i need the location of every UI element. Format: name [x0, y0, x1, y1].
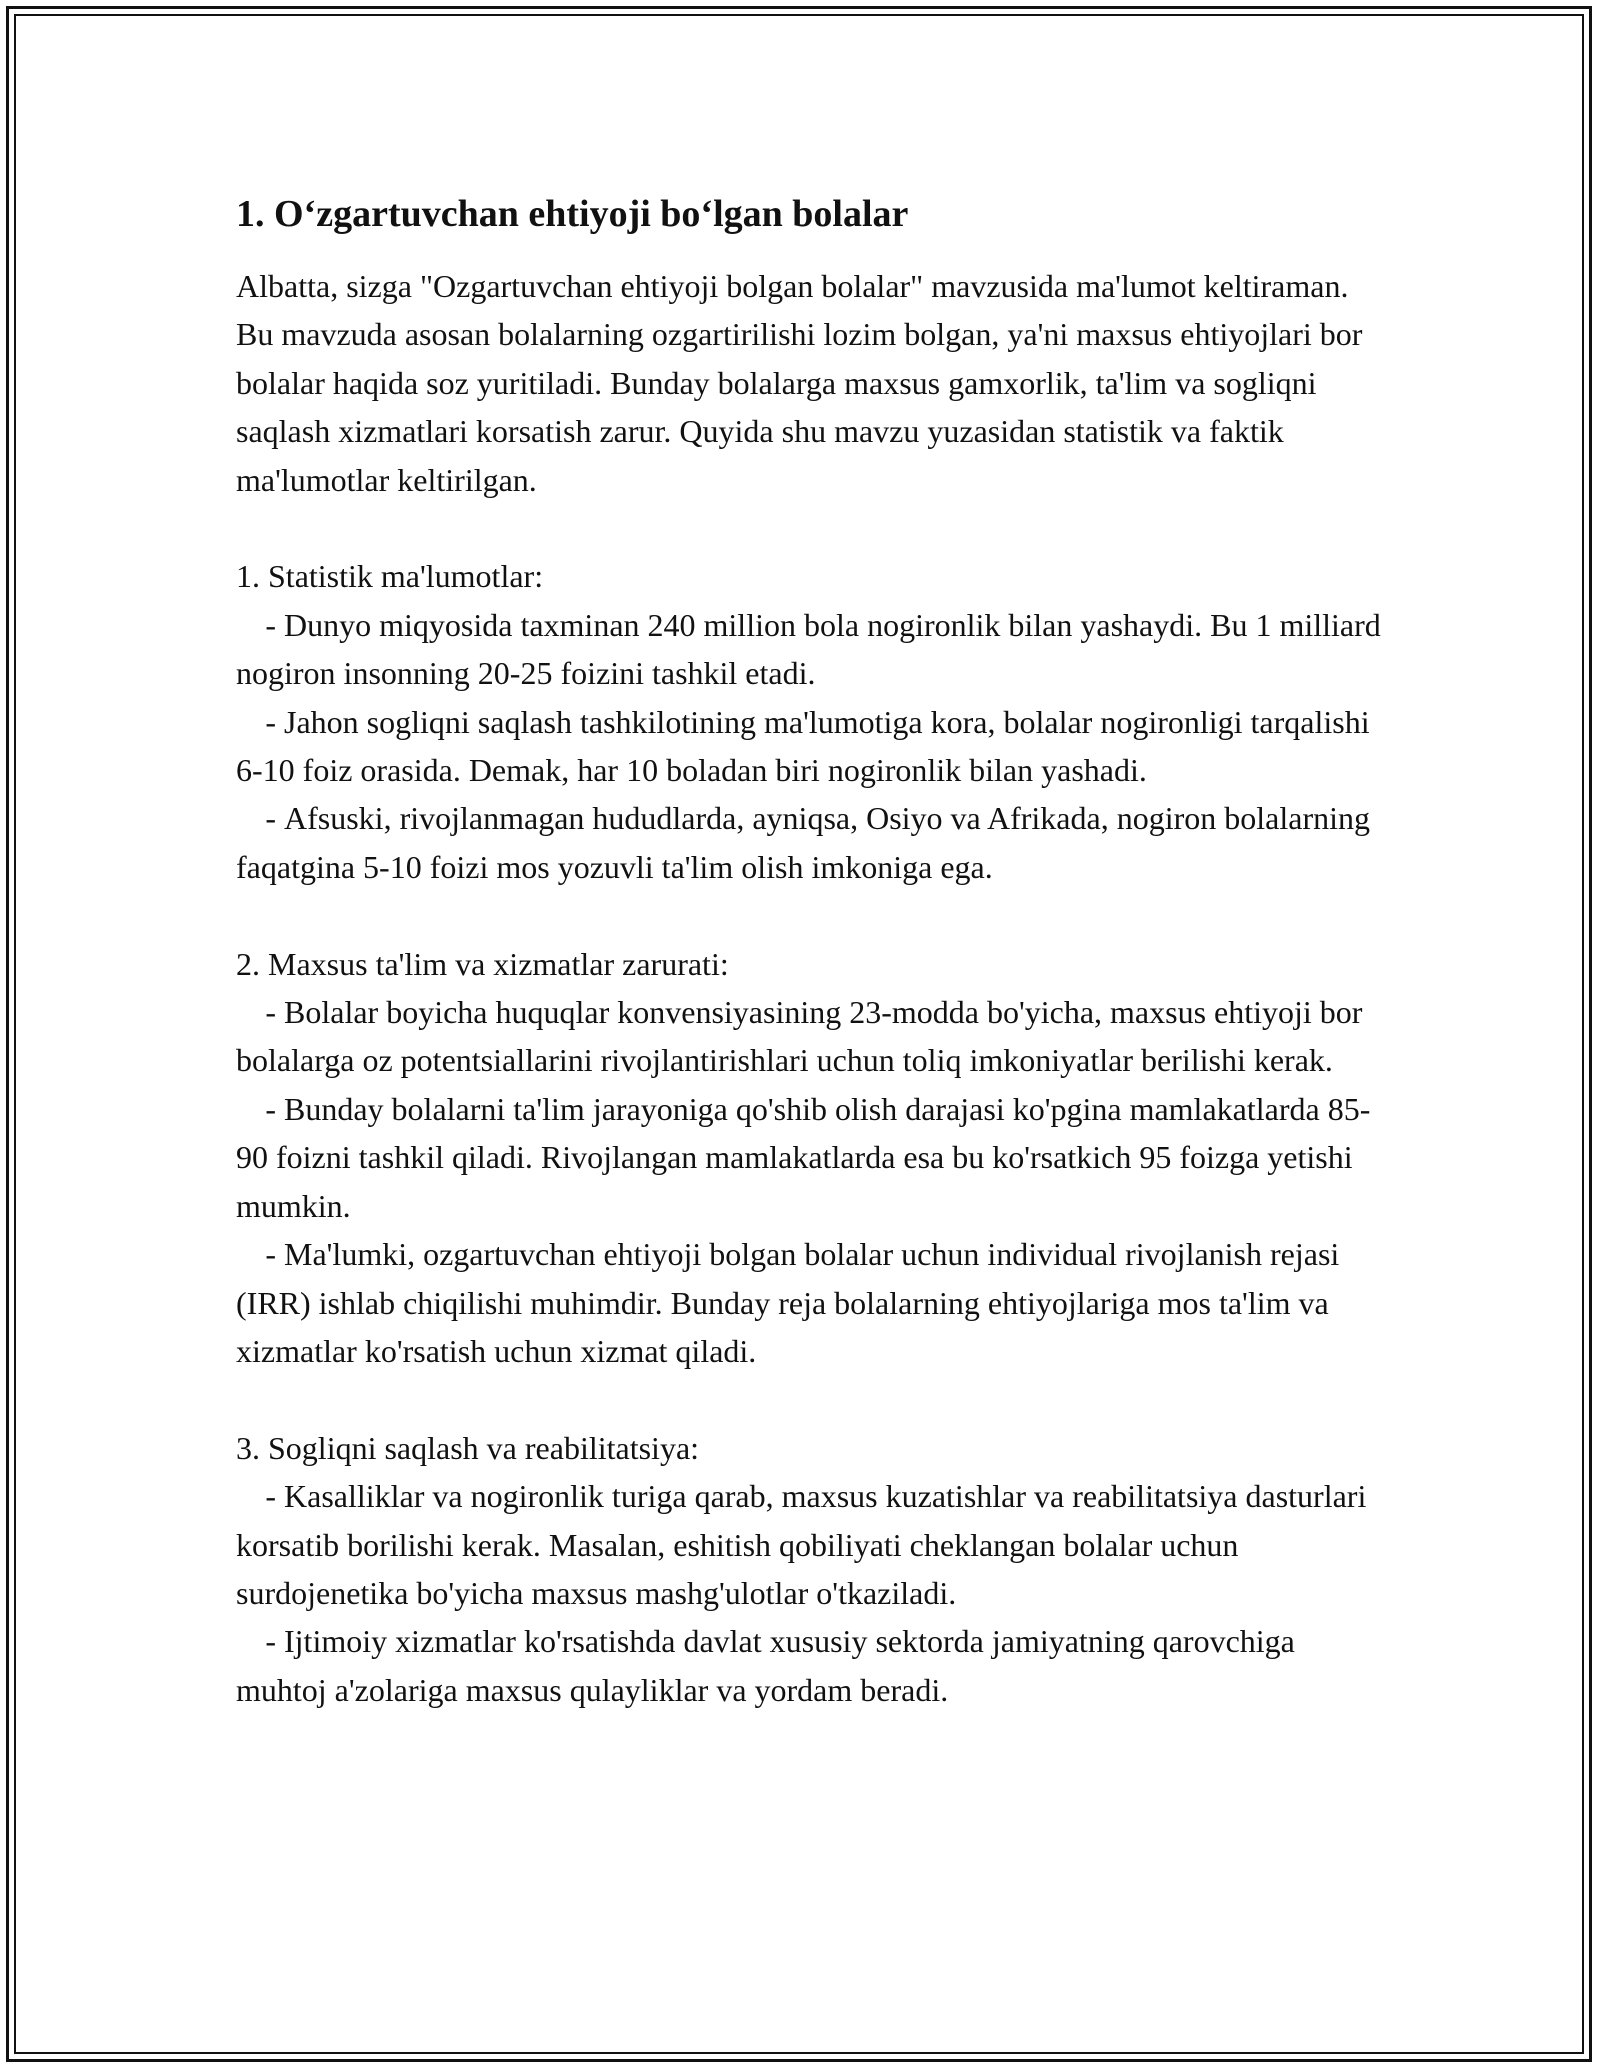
list-item-text: Jahon sogliqni saqlash tashkilotining ma'lumotiga kora, bolalar nogironligi tarqalishi 6-10 foiz orasida. Demak, har 10 boladan biri nogironlik bilan yashadi. — [236, 703, 1370, 789]
document-body — [236, 262, 1386, 1714]
intro-paragraph: Albatta, sizga "Ozgartuvchan ehtiyoji bolgan bolalar" mavzusida ma'lumot keltiraman. Bu mavzuda asosan bolalarning ozgartirilishi lozim bolgan, ya'ni maxsus ehtiyojlari bor bolalar haqida soz yuritiladi. Bunday bolalarga maxsus gamxorlik, ta'lim va sogliqni saqlash xizmatlari korsatish zarur. Quyida shu mavzu yuzasidan statistik va faktik ma'lumotlar keltirilgan. — [236, 268, 1363, 498]
list-item-text: Kasalliklar va nogironlik turiga qarab, maxsus kuzatishlar va reabilitatsiya dasturlari korsatib borilishi kerak. Masalan, eshitish qobiliyati cheklangan bolalar uchun surdojenetika bo'yicha maxsus mashg'ulotlar o'tkaziladi. — [236, 1478, 1367, 1611]
dash-marker: - — [265, 703, 284, 740]
section-heading: 3. Sogliqni saqlash va reabilitatsiya: — [236, 1429, 700, 1466]
dash-marker: - — [265, 1623, 284, 1660]
section-heading: 1. Statistik ma'lumotlar: — [236, 558, 544, 595]
document-title: 1. Oʻzgartuvchan ehtiyoji boʻlgan bolalar — [236, 193, 909, 235]
list-item-text: Bolalar boyicha huquqlar konvensiyasining 23-modda bo'yicha, maxsus ehtiyoji bor bolalarga oz potentsiallarini rivojlantirishlari uchun toliq imkoniyatlar berilishi kerak. — [236, 994, 1363, 1079]
list-item-text: Afsuski, rivojlanmagan hududlarda, ayniqsa, Osiyo va Afrikada, nogiron bolalarning faqatgina 5-10 foizi mos yozuvli ta'lim olish imkoniga ega. — [236, 800, 1370, 885]
section-statistics — [236, 552, 1386, 891]
dash-marker: - — [265, 1090, 284, 1127]
dash-marker: - — [265, 1478, 284, 1515]
dash-marker: - — [265, 606, 284, 643]
list-item — [236, 1472, 1386, 1617]
section-heading: 2. Maxsus ta'lim va xizmatlar zarurati: — [236, 945, 729, 982]
list-item — [236, 698, 1386, 795]
list-item-text: Ijtimoiy xizmatlar ko'rsatishda davlat xususiy sektorda jamiyatning qarovchiga muhtoj a'zolariga maxsus qulayliklar va yordam beradi. — [236, 1623, 1295, 1708]
list-item — [236, 794, 1386, 891]
document-page — [236, 190, 1386, 1714]
list-item — [236, 1230, 1386, 1375]
list-item-text: Dunyo miqyosida taxminan 240 million bola nogironlik bilan yashaydi. Bu 1 milliard nogiron insonning 20-25 foizini tashkil etadi. — [236, 606, 1381, 692]
section-health-rehabilitation — [236, 1424, 1386, 1714]
list-item — [236, 1085, 1386, 1230]
list-item — [236, 1617, 1386, 1714]
dash-marker: - — [265, 994, 284, 1031]
dash-marker: - — [265, 800, 284, 837]
list-item — [236, 601, 1386, 698]
list-item-text: Ma'lumki, ozgartuvchan ehtiyoji bolgan bolalar uchun individual rivojlanish rejasi (IRR) ishlab chiqilishi muhimdir. Bunday reja bolalarning ehtiyojlariga mos ta'lim va xizmatlar ko'rsatish uchun xizmat qiladi. — [236, 1236, 1340, 1369]
list-item-text: Bunday bolalarni ta'lim jarayoniga qo'shib olish darajasi ko'pgina mamlakatlarda 85-90 foizni tashkil qiladi. Rivojlangan mamlakatlarda esa bu ko'rsatkich 95 foizga yetishi mumkin. — [236, 1090, 1371, 1224]
section-special-education — [236, 940, 1386, 1376]
dash-marker: - — [265, 1236, 284, 1273]
list-item — [236, 988, 1386, 1085]
